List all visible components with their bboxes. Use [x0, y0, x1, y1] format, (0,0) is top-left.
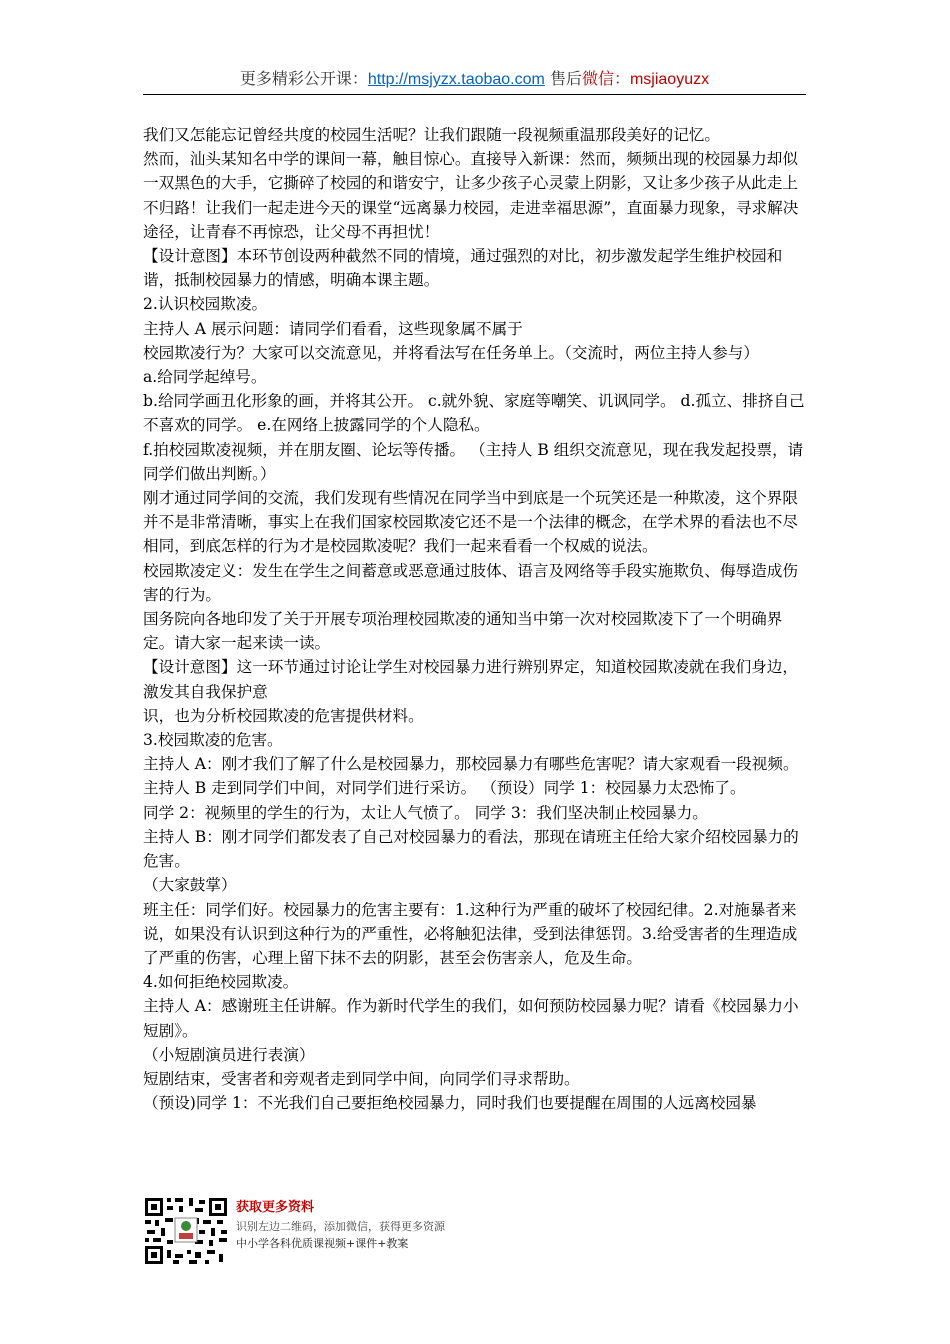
paragraph: 刚才通过同学间的交流，我们发现有些情况在同学当中到底是一个玩笑还是一种欺凌，这个界限并不是非常清晰，事实上在我们国家校园欺凌它还不是一个法律的概念，在学术界的看法也不尽相同，到底怎样的行为才是校园欺凌呢？我们一起来看看一个权威的说法。 [143, 489, 798, 556]
footer-promo [236, 1198, 445, 1252]
paragraph: f.拍校园欺凌视频，并在朋友圈、论坛等传播。 （主持人 B 组织交流意见，现在我发起投票，请同学们做出判断。） [143, 440, 804, 483]
paragraph: 主持人 A 展示问题：请同学们看看，这些现象属不属于 [143, 319, 523, 338]
paragraph: 【设计意图】这一环节通过讨论让学生对校园暴力进行辨别界定，知道校园欺凌就在我们身边，激发其自我保护意 [143, 658, 798, 701]
footer-line-1: 识别左边二维码，添加微信，获得更多资源 [236, 1220, 445, 1233]
paragraph: （大家鼓掌） [143, 876, 237, 895]
shop-link[interactable]: http://msjyzx.taobao.com [367, 71, 545, 88]
paragraph: 然而，汕头某知名中学的课间一幕，触目惊心。直接导入新课：然而，频频出现的校园暴力却似一双黑色的大手，它撕碎了校园的和谐安宁，让多少孩子心灵蒙上阴影，又让多少孩子从此走上不归路！让我们一起走进今天的课堂“远离暴力校园，走进幸福思源”，直面暴力现象，寻求解决途径，让青春不再惊恐，让父母不再担忧！ [143, 150, 799, 241]
header-after: 售后 [544, 69, 582, 88]
paragraph: 校园欺凌定义：发生在学生之间蓄意或恶意通过肢体、语言及网络等手段实施欺负、侮辱造成伤害的行为。 [143, 561, 798, 604]
paragraph: 我们又怎能忘记曾经共度的校园生活呢？让我们跟随一段视频重温那段美好的记忆。 [143, 126, 720, 144]
document-body [143, 123, 808, 1115]
paragraph: 4.如何拒绝校园欺凌。 [143, 973, 299, 992]
paragraph: 【设计意图】本环节创设两种截然不同的情境，通过强烈的对比，初步激发起学生维护校园和谐，抵制校园暴力的情感，明确本课主题。 [143, 247, 783, 290]
paragraph: 主持人 B 走到同学们中间，对同学们进行采访。 （预设）同学 1：校园暴力太恐怖了。 [143, 779, 746, 798]
header-rule [143, 94, 806, 95]
footer-title: 获取更多资料 [236, 1200, 315, 1215]
paragraph: 班主任：同学们好。校园暴力的危害主要有：1.这种行为严重的破坏了校园纪律。2.对施暴者来说，如果没有认识到这种行为的严重性，必将触犯法律，受到法律惩罚。3.给受害者的生理造成了严重的伤害，心理上留下抹不去的阴影，甚至会伤害亲人，危及生命。 [143, 900, 798, 967]
footer-line-2: 中小学各科优质课视频+课件+教案 [236, 1237, 409, 1250]
wechat-id: msjiaoyuzx [629, 71, 710, 88]
paragraph: 校园欺凌行为？大家可以交流意见，并将看法写在任务单上。（交流时，两位主持人参与） [143, 343, 759, 362]
paragraph: 主持人 B：刚才同学们都发表了自己对校园暴力的看法，那现在请班主任给大家介绍校园暴力的危害。 [143, 827, 799, 871]
paragraph: 识，也为分析校园欺凌的危害提供材料。 [143, 706, 424, 725]
header-prefix: 更多精彩公开课： [239, 69, 368, 88]
qr-code-icon[interactable] [143, 1196, 229, 1266]
wechat-label: 微信： [581, 69, 630, 88]
paragraph: 短剧结束，受害者和旁观者走到同学中间，向同学们寻求帮助。 [143, 1069, 580, 1088]
paragraph: 主持人 A：感谢班主任讲解。作为新时代学生的我们，如何预防校园暴力呢？请看《校园暴力小短剧》。 [143, 997, 799, 1040]
paragraph: 3.校园欺凌的危害。 [143, 731, 283, 750]
paragraph: 同学 2：视频里的学生的行为，太让人气愤了。 同学 3：我们坚决制止校园暴力。 [143, 803, 708, 822]
paragraph: b.给同学画丑化形象的画，并将其公开。 c.就外貌、家庭等嘲笑、讥讽同学。 d.孤立、排挤自己不喜欢的同学。 e.在网络上披露同学的个人隐私。 [143, 392, 805, 435]
page-header [143, 68, 806, 91]
paragraph: 国务院向各地印发了关于开展专项治理校园欺凌的通知当中第一次对校园欺凌下了一个明确界定。请大家一起来读一读。 [143, 610, 783, 653]
paragraph: （小短剧演员进行表演） [143, 1045, 315, 1064]
paragraph: a.给同学起绰号。 [143, 368, 267, 387]
paragraph: 主持人 A：刚才我们了解了什么是校园暴力，那校园暴力有哪些危害呢？请大家观看一段视频。 [143, 755, 799, 774]
paragraph: （预设)同学 1：不光我们自己要拒绝校园暴力，同时我们也要提醒在周围的人远离校园暴 [143, 1094, 757, 1113]
paragraph: 2.认识校园欺凌。 [143, 295, 268, 314]
